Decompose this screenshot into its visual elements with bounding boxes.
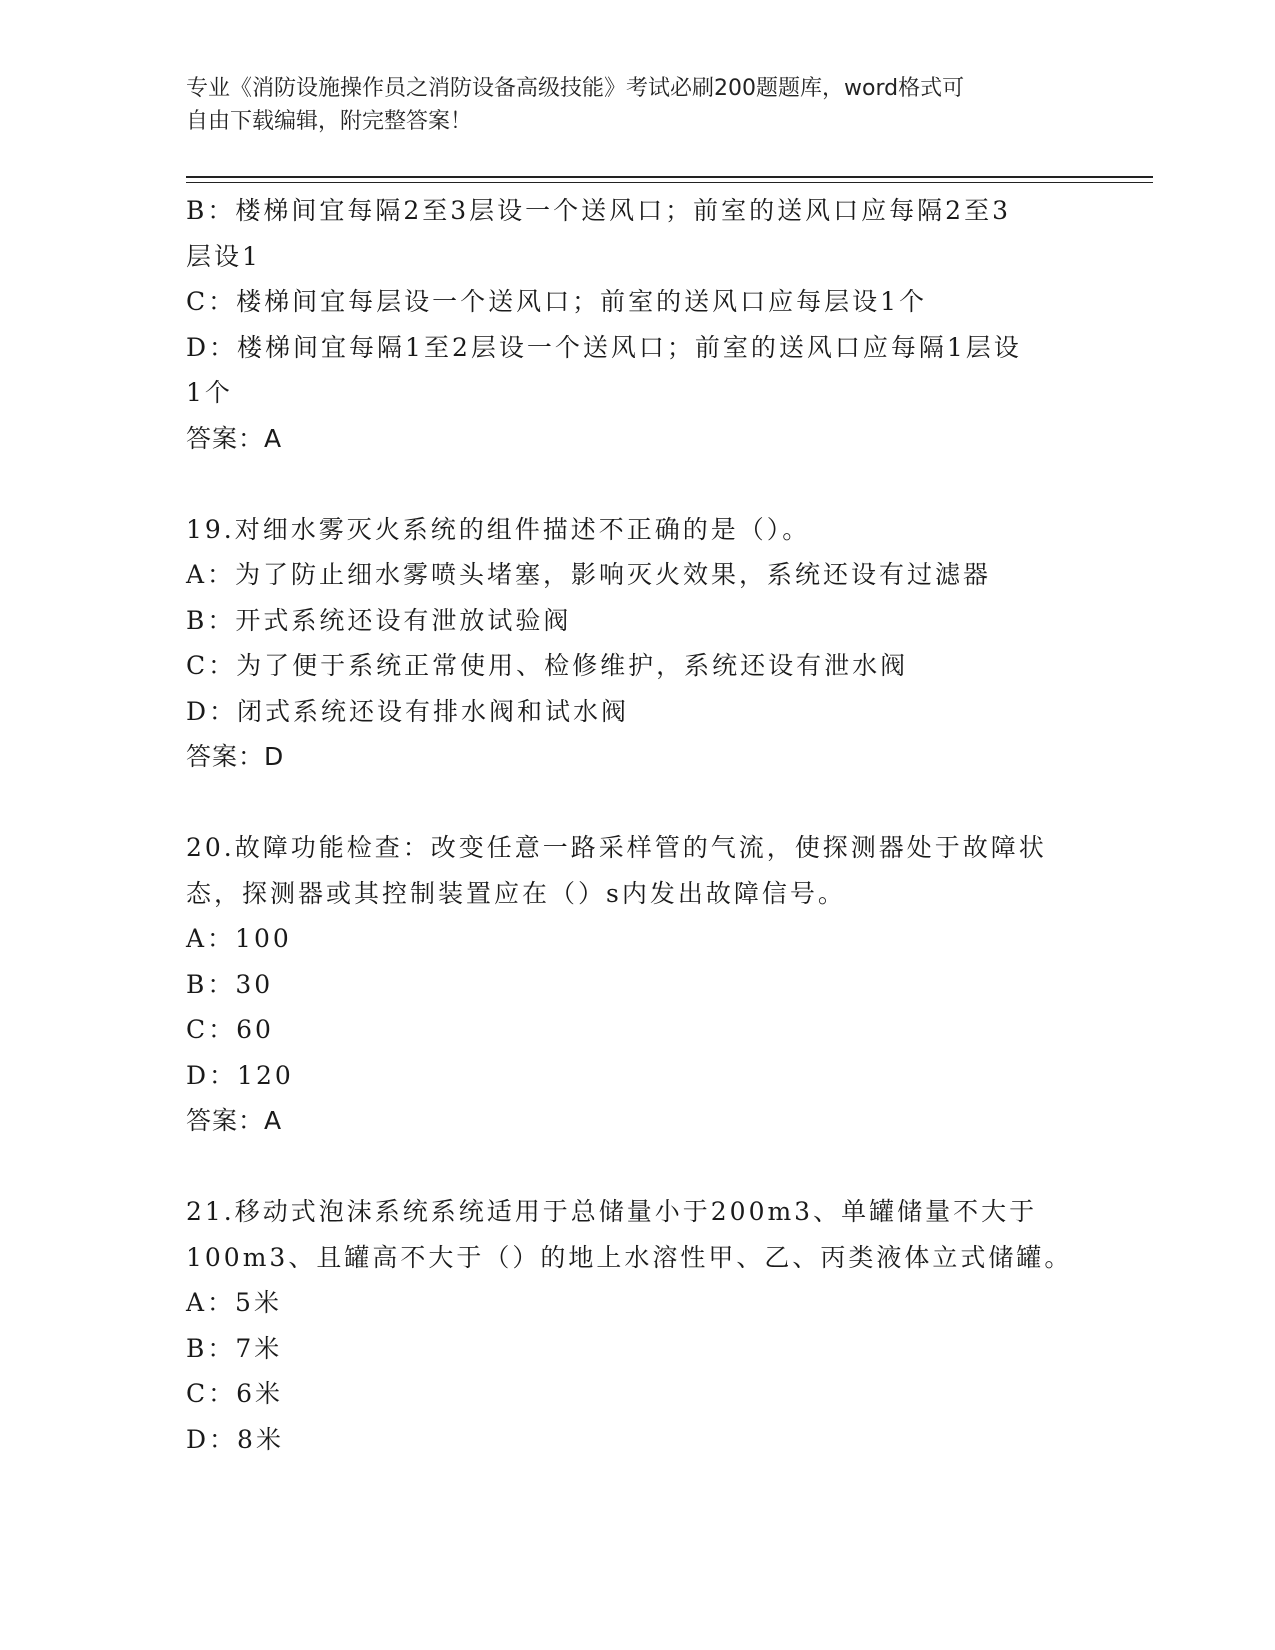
option-b: B：30 (186, 969, 274, 999)
spacer (186, 461, 1086, 507)
option-a: A：100 (186, 924, 292, 953)
option-b: B：开式系统还设有泄放试验阀 (186, 605, 572, 635)
answer: 答案：A (186, 423, 283, 453)
option-d-line-2: 1个 (186, 378, 233, 407)
option-c: C：60 (186, 1015, 274, 1044)
document-header (186, 72, 1066, 138)
option-d: D：120 (186, 1060, 294, 1090)
option-b-line-2: 层设1 (186, 241, 261, 271)
answer: 答案：A (186, 1106, 283, 1135)
option-a: A：为了防止细水雾喷头堵塞，影响灭火效果，系统还设有过滤器 (186, 560, 992, 589)
header-line-2: 自由下载编辑，附完整答案！ (186, 109, 473, 134)
question-list (186, 188, 1086, 1462)
option-c: C：为了便于系统正常使用、检修维护，系统还设有泄水阀 (186, 651, 909, 680)
option-d-line-1: D：楼梯间宜每隔1至2层设一个送风口；前室的送风口应每隔1层设 (186, 332, 1022, 362)
question-stem-line-1: 21.移动式泡沫系统系统适用于总储量小于200m3、单罐储量不大于 (186, 1197, 1038, 1226)
question-21 (186, 1189, 1086, 1462)
question-stem: 19.对细水雾灭火系统的组件描述不正确的是（）。 (186, 514, 811, 544)
answer: 答案：D (186, 742, 285, 771)
question-20 (186, 825, 1086, 1144)
option-b: B：7米 (186, 1333, 283, 1363)
spacer (186, 1144, 1086, 1190)
question-stem-line-2: 100m3、且罐高不大于（）的地上水溶性甲、乙、丙类液体立式储罐。 (186, 1242, 1073, 1272)
option-d: D：闭式系统还设有排水阀和试水阀 (186, 696, 630, 726)
question-stem-line-2: 态，探测器或其控制装置应在（）s内发出故障信号。 (186, 878, 846, 908)
header-rule-thin (186, 182, 1153, 183)
option-b-line-1: B：楼梯间宜每隔2至3层设一个送风口；前室的送风口应每隔2至3 (186, 196, 1011, 225)
option-c: C：6米 (186, 1379, 284, 1408)
question-18-fragment (186, 188, 1086, 461)
question-stem-line-1: 20.故障功能检查：改变任意一路采样管的气流，使探测器处于故障状 (186, 833, 1047, 862)
option-c: C：楼梯间宜每层设一个送风口；前室的送风口应每层设1个 (186, 287, 928, 316)
option-a: A：5米 (186, 1288, 282, 1317)
header-rule-thick (186, 176, 1153, 178)
header-line-1: 专业《消防设施操作员之消防设备高级技能》考试必刷200题题库，word格式可 (186, 76, 965, 101)
option-d: D：8米 (186, 1424, 284, 1454)
question-19 (186, 507, 1086, 780)
spacer (186, 780, 1086, 826)
